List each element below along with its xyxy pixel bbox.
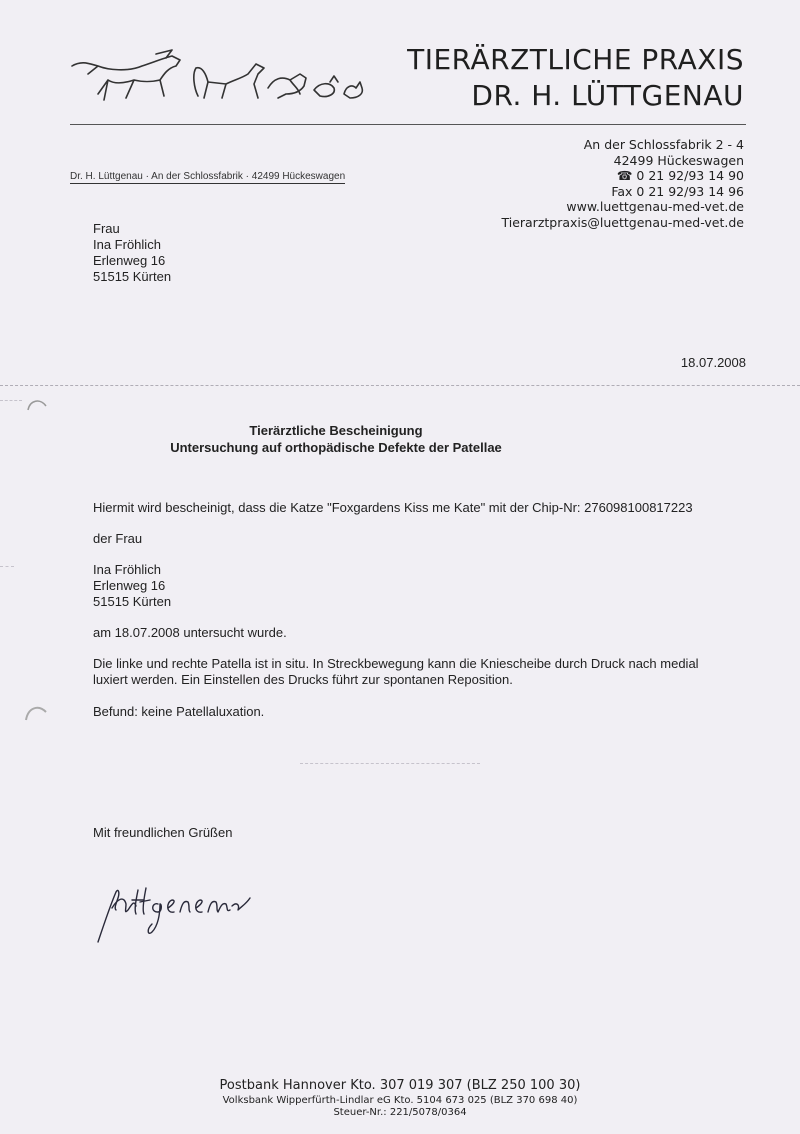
punch-hole-icon — [24, 700, 48, 724]
body-paragraph-result: Befund: keine Patellaluxation. — [93, 704, 265, 719]
footer-tax-number: Steuer-Nr.: 221/5078/0364 — [333, 1107, 467, 1118]
recipient-street: Erlenweg 16 — [93, 253, 166, 268]
contact-city: 42499 Hückeswagen — [613, 152, 744, 168]
owner-city: 51515 Kürten — [93, 594, 172, 609]
fold-mark-line — [0, 385, 800, 386]
practice-title-line2: DR. H. LÜTTGENAU — [471, 79, 744, 112]
body-paragraph-findings — [93, 656, 733, 688]
recipient-address — [93, 221, 171, 285]
recipient-name: Ina Fröhlich — [93, 237, 161, 252]
contact-block — [501, 137, 744, 230]
practice-title-line1: TIERÄRZTLICHE PRAXIS — [407, 43, 744, 76]
body-paragraph-exam-date: am 18.07.2008 untersucht wurde. — [93, 625, 287, 640]
findings-line1: Die linke und rechte Patella ist in situ. In Streckbewegung kann die Kniescheibe durch Druck nach medial — [93, 656, 699, 671]
recipient-salutation: Frau — [93, 221, 120, 236]
scan-mark — [0, 566, 14, 567]
animals-logo-icon — [68, 44, 368, 112]
recipient-city: 51515 Kürten — [93, 269, 172, 284]
contact-street: An der Schlossfabrik 2 - 4 — [583, 137, 744, 152]
practice-title — [407, 42, 744, 114]
contact-phone: ☎ 0 21 92/93 14 90 — [616, 168, 744, 183]
owner-address — [93, 562, 733, 610]
signature-icon — [92, 880, 262, 950]
owner-street: Erlenweg 16 — [93, 578, 166, 593]
closing-greeting: Mit freundlichen Grüßen — [93, 825, 233, 840]
subject-title: Tierärztliche Bescheinigung — [249, 423, 423, 438]
contact-email: Tierarztpraxis@luettgenau-med-vet.de — [501, 214, 744, 230]
owner-name: Ina Fröhlich — [93, 562, 161, 577]
contact-website: www.luettgenau-med-vet.de — [566, 199, 744, 214]
punch-hole-icon — [24, 394, 48, 418]
letter-date: 18.07.2008 — [680, 355, 746, 370]
header-divider — [70, 124, 746, 125]
findings-line2: luxiert werden. Ein Einstellen des Drucks führt zur spontanen Reposition. — [93, 672, 513, 687]
scan-mark — [300, 763, 480, 764]
sender-return-address: Dr. H. Lüttgenau · An der Schlossfabrik · 42499 Hückeswagen — [70, 171, 346, 182]
footer-bank-postbank: Postbank Hannover Kto. 307 019 307 (BLZ 250 100 30) — [219, 1078, 581, 1093]
body-paragraph-owner-intro: der Frau — [93, 531, 143, 546]
subject-subtitle: Untersuchung auf orthopädische Defekte der Patellae — [170, 440, 502, 455]
certificate-subject — [0, 422, 672, 456]
contact-fax: Fax 0 21 92/93 14 96 — [611, 183, 744, 199]
scan-mark — [0, 400, 22, 401]
body-paragraph-certification: Hiermit wird bescheinigt, dass die Katze "Foxgardens Kiss me Kate" mit der Chip-Nr: 276098100817223 — [93, 500, 693, 515]
footer-bank-volksbank: Volksbank Wipperfürth-Lindlar eG Kto. 5104 673 025 (BLZ 370 698 40) — [222, 1095, 578, 1106]
